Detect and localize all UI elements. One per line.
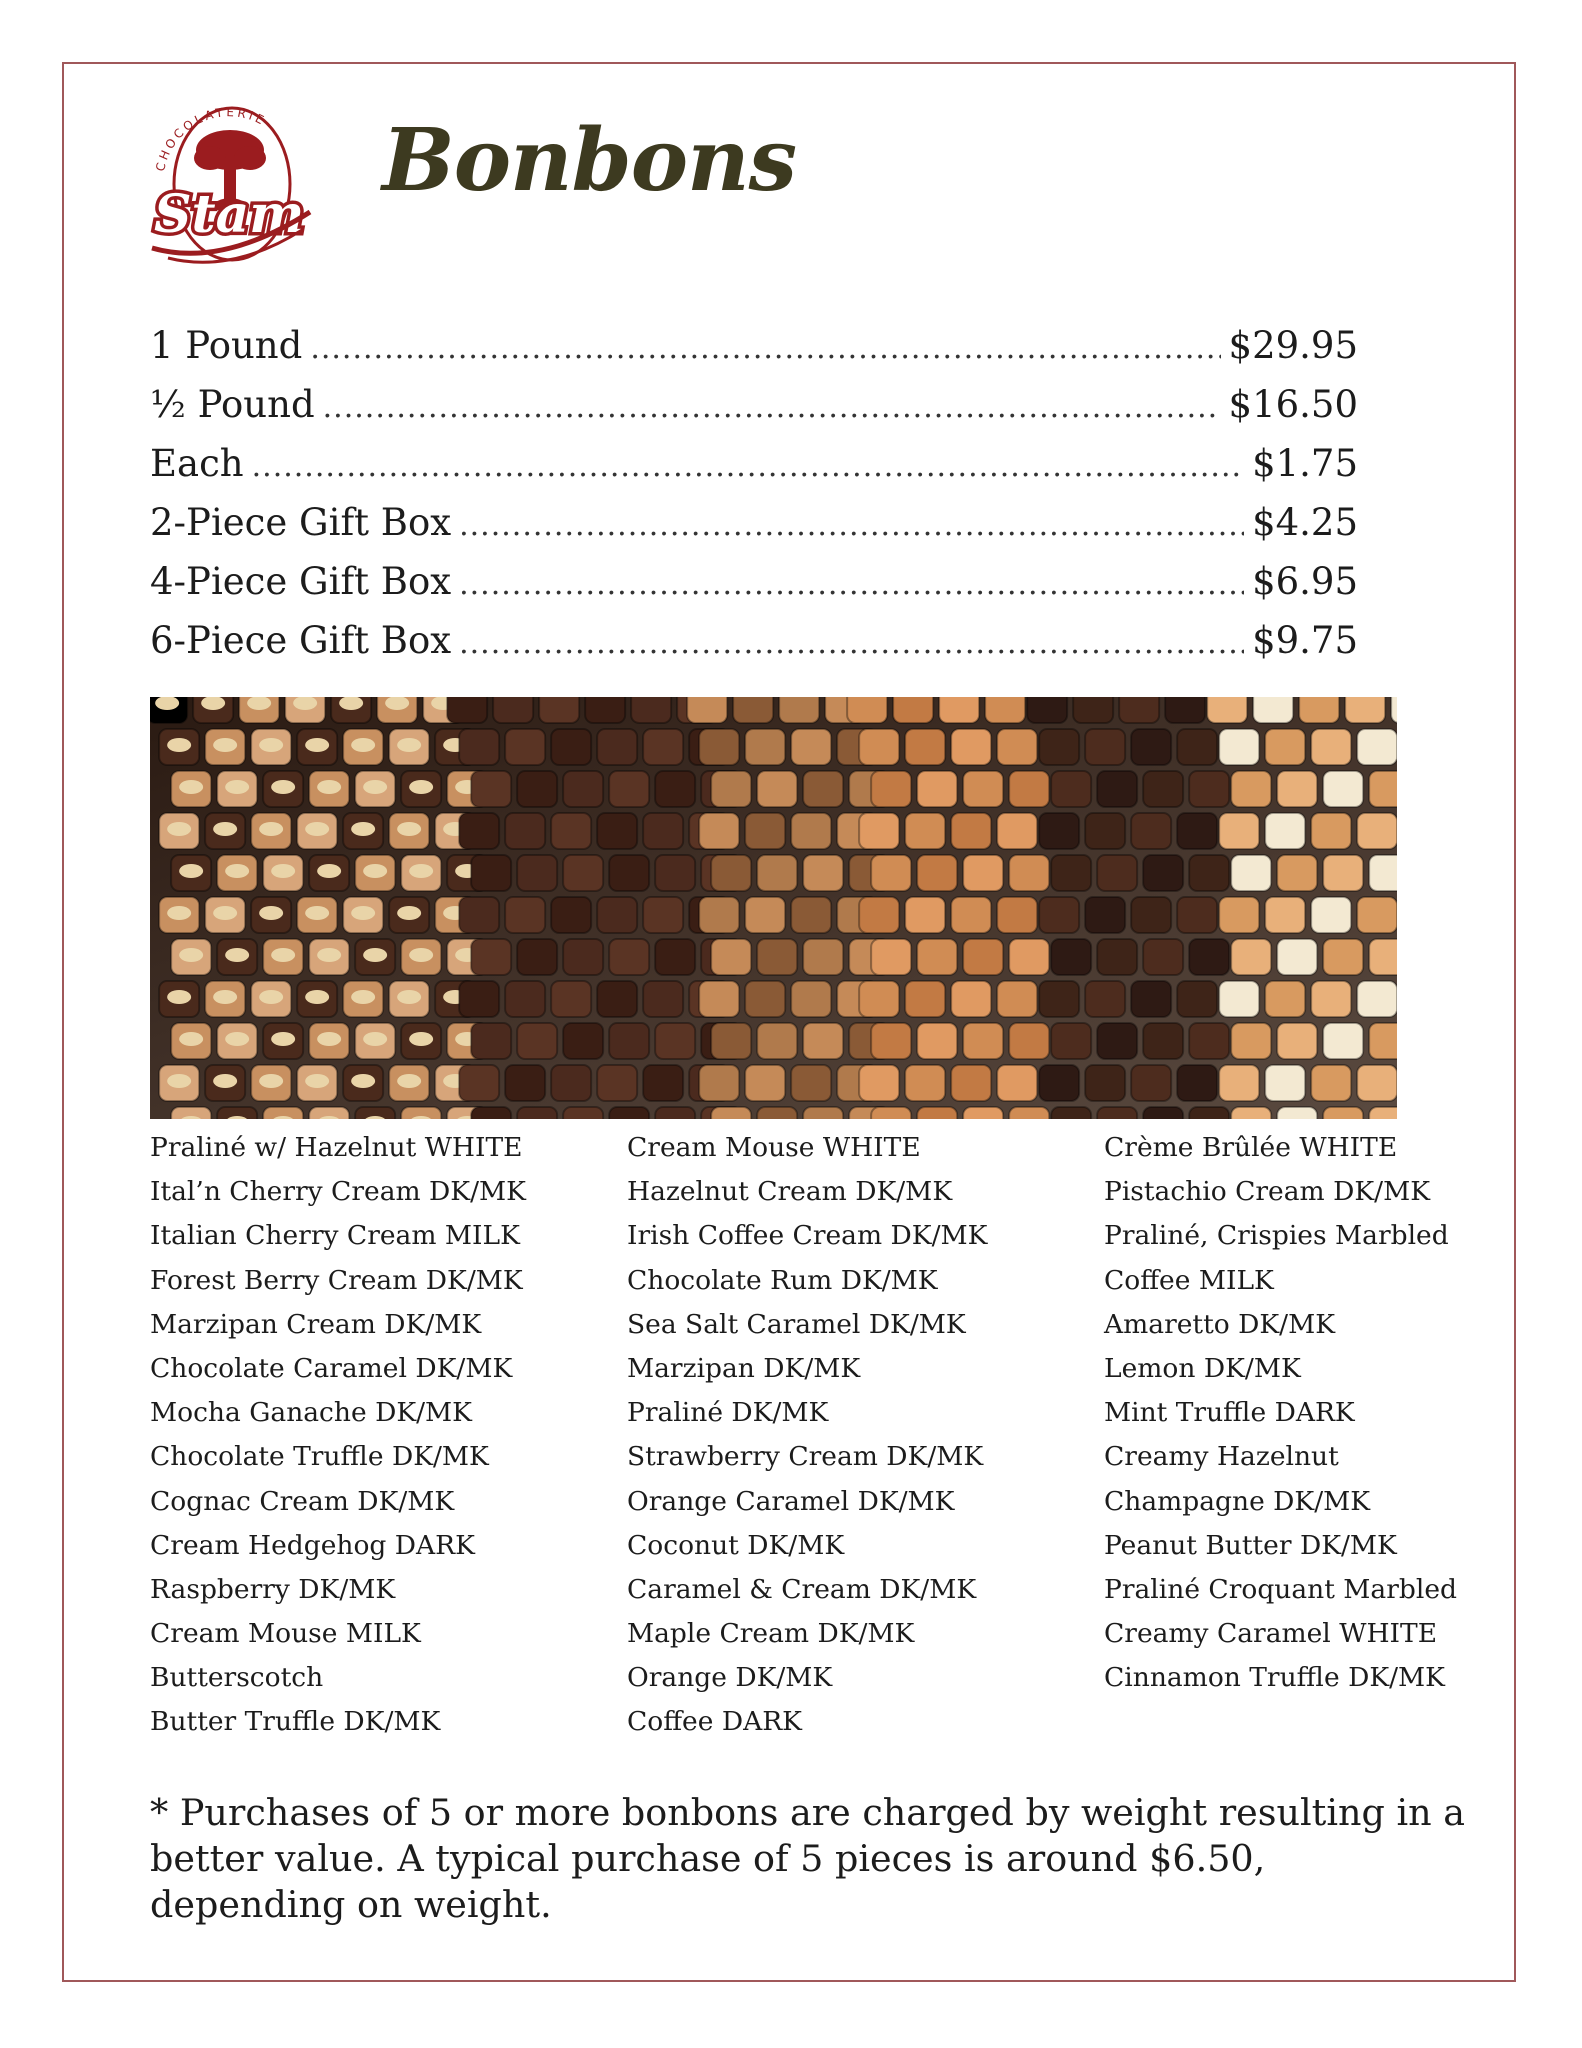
flavor-item: Cream Hedgehog DARK xyxy=(150,1529,475,1561)
page-title: Bonbons xyxy=(382,110,797,211)
price-label: 2-Piece Gift Box xyxy=(150,501,452,544)
dot-leader xyxy=(459,626,1244,661)
flavor-item: Champagne DK/MK xyxy=(1104,1485,1371,1517)
price-label: ½ Pound xyxy=(150,383,315,426)
flavor-item: Praliné Croquant Marbled xyxy=(1104,1573,1457,1605)
pricing-note: * Purchases of 5 or more bonbons are charged by weight resulting in a better value. A typical purchase of 5 pieces is around $6.50, depending on weight. xyxy=(150,1791,1466,1926)
flavor-item: Amaretto DK/MK xyxy=(1104,1308,1335,1340)
price-row xyxy=(150,324,1358,383)
flavor-column-2 xyxy=(627,1130,1104,1749)
flavor-item: Irish Coffee Cream DK/MK xyxy=(627,1220,988,1252)
dot-leader xyxy=(252,449,1244,484)
flavor-item: Forest Berry Cream DK/MK xyxy=(150,1264,523,1296)
logo-arc-text: CHOCOLATERIE xyxy=(153,105,269,173)
flavor-item: Raspberry DK/MK xyxy=(150,1573,396,1605)
flavor-item: Praliné w/ Hazelnut WHITE xyxy=(150,1132,523,1163)
price-value: $16.50 xyxy=(1228,383,1358,426)
flavor-item: Coffee DARK xyxy=(627,1706,802,1738)
flavor-item: Chocolate Rum DK/MK xyxy=(627,1264,938,1296)
price-list xyxy=(150,324,1358,678)
flavor-item: Butterscotch xyxy=(150,1662,324,1694)
flavor-column-1 xyxy=(150,1130,627,1749)
chocolaterie-stam-logo xyxy=(142,92,316,274)
flavor-item: Crème Brûlée WHITE xyxy=(1104,1132,1398,1163)
flavor-item: Sea Salt Caramel DK/MK xyxy=(627,1308,966,1340)
price-row xyxy=(150,560,1358,619)
price-label: 6-Piece Gift Box xyxy=(150,619,452,662)
flavor-item: Cream Mouse WHITE xyxy=(627,1132,921,1163)
flavor-item: Creamy Hazelnut xyxy=(1104,1441,1339,1473)
flavor-item: Italian Cherry Cream MILK xyxy=(150,1220,520,1252)
flavor-list xyxy=(150,1130,1470,1749)
dot-leader xyxy=(459,567,1244,602)
flavor-item: Ital’n Cherry Cream DK/MK xyxy=(150,1176,526,1208)
price-value: $4.25 xyxy=(1252,501,1358,544)
price-row xyxy=(150,501,1358,560)
price-row xyxy=(150,383,1358,442)
flavor-item: Cognac Cream DK/MK xyxy=(150,1485,455,1517)
flavor-item: Mint Truffle DARK xyxy=(1104,1397,1355,1429)
price-row xyxy=(150,619,1358,678)
flavor-item: Caramel & Cream DK/MK xyxy=(627,1573,977,1605)
price-label: Each xyxy=(150,442,244,485)
flavor-item: Butter Truffle DK/MK xyxy=(150,1706,441,1738)
flavor-item: Coffee MILK xyxy=(1104,1264,1274,1296)
flavor-item: Maple Cream DK/MK xyxy=(627,1618,915,1650)
price-label: 4-Piece Gift Box xyxy=(150,560,452,603)
flavor-item: Pistachio Cream DK/MK xyxy=(1104,1176,1430,1208)
flavor-item: Praliné, Crispies Marbled xyxy=(1104,1220,1449,1252)
flavor-item: Peanut Butter DK/MK xyxy=(1104,1529,1397,1561)
flavor-item: Orange Caramel DK/MK xyxy=(627,1485,955,1517)
price-row xyxy=(150,442,1358,501)
flavor-item: Creamy Caramel WHITE xyxy=(1104,1618,1438,1650)
flavor-item: Hazelnut Cream DK/MK xyxy=(627,1176,953,1208)
flavor-item: Marzipan Cream DK/MK xyxy=(150,1308,482,1340)
dot-leader xyxy=(459,508,1244,543)
flavor-item: Cream Mouse MILK xyxy=(150,1618,421,1650)
flavor-item: Lemon DK/MK xyxy=(1104,1352,1301,1384)
logo-wordmark: Stam xyxy=(154,184,305,245)
flavor-item: Strawberry Cream DK/MK xyxy=(627,1441,984,1473)
dot-leader xyxy=(310,331,1220,366)
bonbons-photo xyxy=(150,697,1397,1119)
flavor-item: Chocolate Caramel DK/MK xyxy=(150,1352,513,1384)
flavor-item: Marzipan DK/MK xyxy=(627,1352,861,1384)
flavor-item: Mocha Ganache DK/MK xyxy=(150,1397,472,1429)
dot-leader xyxy=(323,390,1221,425)
flavor-item: Cinnamon Truffle DK/MK xyxy=(1104,1662,1445,1694)
price-value: $6.95 xyxy=(1252,560,1358,603)
flavor-item: Chocolate Truffle DK/MK xyxy=(150,1441,489,1473)
flavor-column-3 xyxy=(1104,1130,1470,1749)
price-label: 1 Pound xyxy=(150,324,303,367)
flavor-item: Orange DK/MK xyxy=(627,1662,833,1694)
price-value: $1.75 xyxy=(1252,442,1358,485)
flavor-item: Praliné DK/MK xyxy=(627,1397,829,1429)
price-value: $9.75 xyxy=(1252,619,1358,662)
price-value: $29.95 xyxy=(1228,324,1358,367)
flavor-item: Coconut DK/MK xyxy=(627,1529,845,1561)
